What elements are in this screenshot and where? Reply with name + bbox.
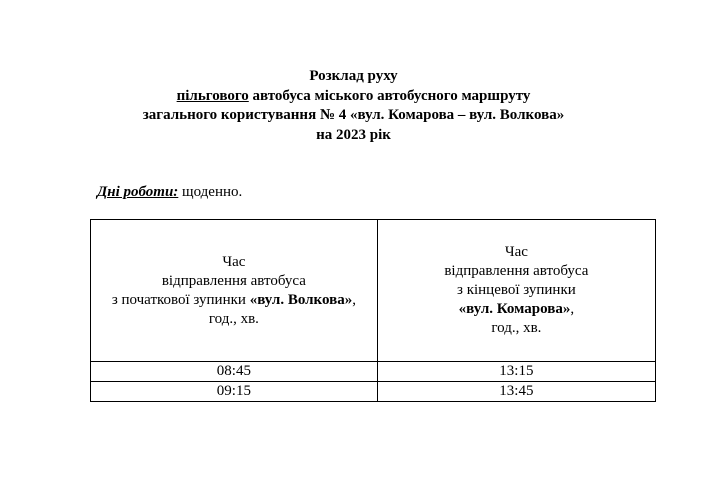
working-days-value: щоденно.	[178, 184, 243, 200]
working-days-label: Дні роботи:	[97, 184, 179, 200]
header-right-line-1: Час	[504, 244, 528, 260]
header-left-suffix: ,	[352, 291, 356, 308]
document-title	[0, 67, 707, 145]
title-line-1: Розклад руху	[309, 68, 398, 84]
header-left-line-2: відправлення автобуса	[161, 272, 306, 289]
header-left-line-4: год., хв.	[208, 310, 259, 327]
title-line-2-rest: автобуса міського автобусного маршруту	[248, 87, 531, 104]
working-days	[97, 183, 242, 202]
header-right-stop-name: «вул. Комарова»	[458, 301, 571, 317]
departure-start-cell: 08:45	[91, 362, 378, 382]
header-left-line-1: Час	[222, 253, 246, 270]
title-underlined-word: пільгового	[176, 87, 249, 104]
header-right-line-5: год., хв.	[491, 320, 542, 336]
header-start-stop	[91, 220, 378, 362]
header-right-line-2: відправлення автобуса	[444, 263, 589, 279]
table-row	[91, 362, 656, 382]
header-right-suffix: ,	[570, 301, 575, 317]
table-header-row	[91, 220, 656, 362]
header-right-line-4	[382, 300, 651, 319]
schedule-table	[90, 219, 656, 402]
title-line-4: на 2023 рік	[316, 126, 391, 143]
header-left-prefix: з початкової зупинки	[111, 291, 250, 308]
header-right-line-3: з кінцевої зупинки	[457, 282, 576, 298]
header-left-line-3	[95, 291, 373, 310]
title-line-2	[0, 87, 707, 107]
title-line-3: загального користування № 4 «вул. Комарова – вул. Волкова»	[142, 107, 565, 123]
departure-end-cell: 13:15	[377, 362, 655, 382]
departure-start-cell: 09:15	[91, 382, 378, 402]
header-left-stop-name: «вул. Волкова»	[249, 291, 353, 308]
table-row	[91, 382, 656, 402]
departure-end-cell: 13:45	[377, 382, 655, 402]
header-end-stop	[377, 220, 655, 362]
